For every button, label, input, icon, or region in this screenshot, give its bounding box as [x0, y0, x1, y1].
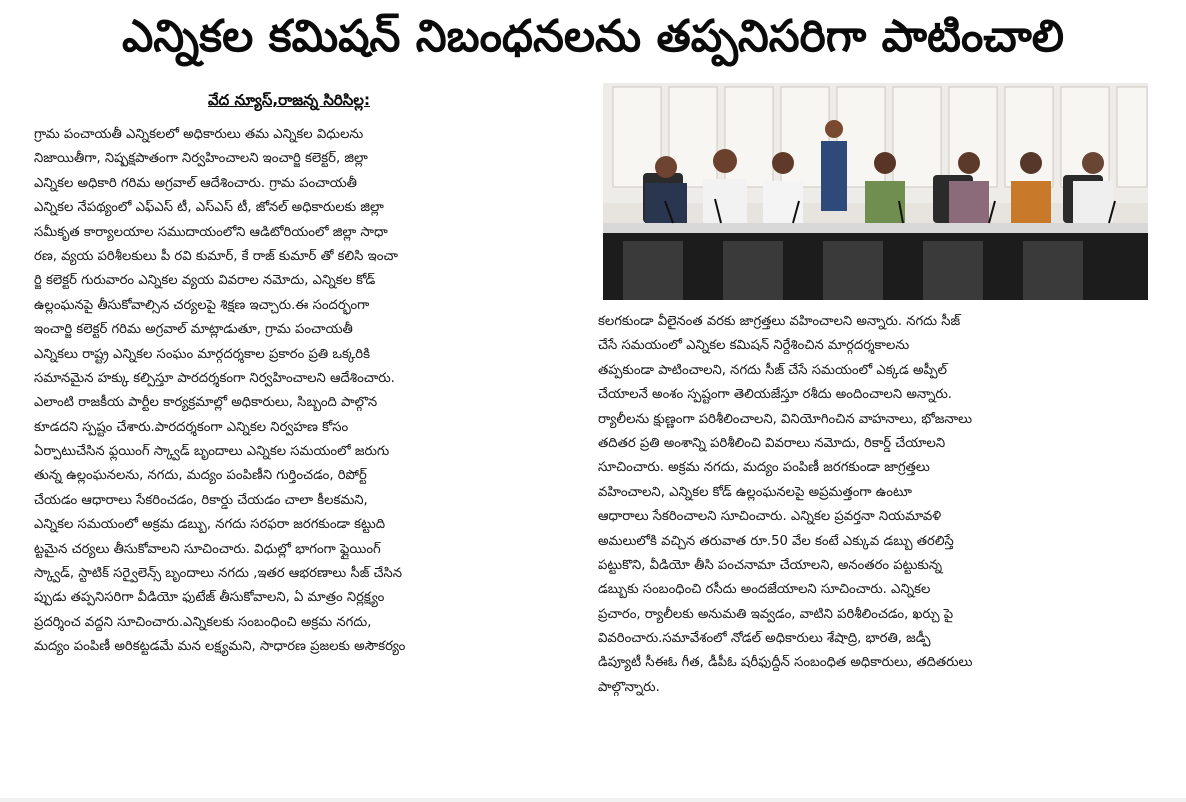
text-line: కూడదని స్పష్టం చేశారు.పారదర్శకంగా ఎన్నికల నిర్వహణ కోసం: [34, 419, 349, 435]
text-line: నిజాయితీగా, నిష్పక్షపాతంగా నిర్వహించాలని ఇంచార్జి కలెక్టర్, జిల్లా: [34, 151, 368, 167]
text-line: ప్పుడు తప్పనిసరిగా వీడియో ఫుటేజ్ తీసుకోవాలని, ఏ మాత్రం నిర్లక్ష్యం: [34, 590, 385, 606]
text-line: ఏర్పాటుచేసిన ఫ్లయింగ్ స్క్వాడ్ బృందాలు ఎన్నికల సమయంలో జరుగు: [34, 444, 390, 460]
text-line: రణ, వ్యయ పరిశీలకులు పీ రవి కుమార్, కే రాజ్ కుమార్ తో కలిసి ఇంచా: [34, 248, 398, 264]
text-line: ఎన్నికల సమయంలో అక్రమ డబ్బు, నగదు సరఫరా జరగకుండా కట్టుది: [34, 517, 386, 533]
text-line: కలగకుండా వీలైనంత వరకు జాగ్రత్తలు వహించాలని అన్నారు. నగదు సీజ్: [598, 314, 961, 329]
text-line: ర్జి కలెక్టర్ గురువారం ఎన్నికల వ్యయ వివరాల నమోదు, ఎన్నికల కోడ్: [34, 273, 376, 289]
headline: ఎన్నికల కమిషన్ నిబంధనలను తప్పనిసరిగా పాటించాలి: [121, 11, 1065, 62]
article-column-right: [598, 310, 1150, 700]
text-line: వివరించారు.సమావేశంలో నోడల్ అధికారులు శేషాద్రి, భారతి, జడ్పీ: [598, 631, 931, 647]
text-line: ఎన్నికల అధికారి గరిమ అగ్రవాల్ ఆదేశించారు. గ్రామ పంచాయతీ: [34, 175, 357, 191]
text-line: మద్యం పంపిణీ అరికట్టడమే మన లక్ష్యమని, సాధారణ ప్రజలకు అసౌకర్యం: [34, 639, 406, 655]
text-line: తున్న ఉల్లంఘనలను, నగదు, మద్యం పంపిణీని గుర్తించడం, రిపోర్ట్: [34, 468, 367, 484]
text-line: వహించాలని, ఎన్నికల కోడ్ ఉల్లంఘనలపై అప్రమత్తంగా ఉంటూ: [598, 484, 912, 500]
text-line: పాల్గొన్నారు.: [598, 679, 660, 695]
text-line: స్క్వాడ్, స్టాటిక్ సర్వైలెన్స్ బృందాలు నగదు ,ఇతర ఆభరణాలు సీజ్ చేసిన: [34, 566, 403, 582]
text-line: ఉల్లంఘనపై తీసుకోవాల్సిన చర్యలపై శిక్షణ ఇచ్చారు.ఈ సందర్భంగా: [34, 297, 370, 313]
text-line: పట్టుకొని, వీడియో తీసి పంచనామా చేయాలని, అనంతరం పట్టుకున్న: [598, 557, 943, 573]
text-line: సూచించారు. అక్రమ నగదు, మద్యం పంపిణీ జరగకుండా జాగ్రత్తలు: [598, 460, 930, 476]
text-line: చేయాలనే అంశం స్పష్టంగా తెలియజేస్తూ రశీదు అందించాలని అన్నారు.: [598, 387, 952, 403]
text-line: ప్రదర్శించ వద్దని సూచించారు.ఎన్నికలకు సంబంధించి అక్రమ నగదు,: [34, 614, 372, 630]
text-line: చేయడం ఆధారాలు సేకరించడం, రికార్డు చేయడం చాలా కీలకమని,: [34, 492, 368, 508]
meeting-photo: [603, 83, 1148, 300]
text-line: ట్టమైన చర్యలు తీసుకోవాలని సూచించారు. విధుల్లో భాగంగా ఫ్లైయింగ్: [34, 541, 381, 557]
text-line: ఎన్నికలు రాష్ట్ర ఎన్నికల సంఘం మార్గదర్శకాల ప్రకారం ప్రతి ఒక్కరికి: [34, 346, 370, 362]
text-line: ర్యాలీలను క్షుణ్ణంగా పరిశీలించాలని, వినియోగించిన వాహనాలు, భోజనాలు: [598, 411, 973, 427]
text-line: ప్రచారం, ర్యాలీలకు అనుమతి ఇవ్వడం, వాటిని పరిశీలించడం, ఖర్చు పై: [598, 606, 954, 622]
bottom-divider: [0, 798, 1186, 802]
text-line: ఎన్నికల నేపథ్యంలో ఎఫ్ఎస్ టీ, ఎస్ఎస్ టీ, జోనల్ అధికారులకు జిల్లా: [34, 200, 384, 216]
text-line: డబ్బుకు సంబంధించి రసీదు అందజేయాలని సూచించారు. ఎన్నికల: [598, 582, 931, 598]
text-line: అమలులోకి వచ్చిన తరువాత రూ.50 వేల కంటే ఎక్కువ డబ్బు తరలిస్తే: [598, 533, 954, 549]
text-line: ఇంచార్జి కలెక్టర్ గరిమ అగ్రవాల్ మాట్లాడుతూ, గ్రామ పంచాయతీ: [34, 322, 353, 338]
article-column-left: [34, 123, 582, 660]
text-line: తప్పకుండా పాటించాలని, నగదు సీజ్ చేసే సమయంలో ఎక్కడ అప్పీల్: [598, 362, 948, 378]
text-line: సమీకృత కార్యాలయాల సముదాయంలోని ఆడిటోరియంలో జిల్లా సాధా: [34, 224, 388, 240]
text-line: ఆధారాలు సేకరించాలని సూచించారు. ఎన్నికల ప్రవర్తనా నియమావళి: [598, 509, 942, 525]
text-line: డిప్యూటీ సీఈఓ గీత, డీపీఓ షరీఫుద్దీన్ సంబంధిత అధికారులు, తదితరులు: [598, 655, 973, 671]
dateline: వేద న్యూస్,రాజన్న సిరిసిల్ల:: [208, 91, 370, 109]
text-line: ఎలాంటి రాజకీయ పార్టీల కార్యక్రమాల్లో అధికారులు, సిబ్బంది పాల్గొన: [34, 395, 378, 411]
text-line: సమానమైన హక్కు కల్పిస్తూ పారదర్శకంగా నిర్వహించాలని ఆదేశించారు.: [34, 370, 395, 386]
text-line: తదితర ప్రతి అంశాన్ని పరిశీలించి వివరాలు నమోదు, రికార్డ్ చేయాలని: [598, 435, 946, 451]
text-line: చేసే సమయంలో ఎన్నికల కమిషన్ నిర్దేశించిన మార్గదర్శకాలను: [598, 338, 910, 354]
text-line: గ్రామ పంచాయతీ ఎన్నికలలో అధికారులు తమ ఎన్నికల విధులను: [34, 127, 364, 142]
